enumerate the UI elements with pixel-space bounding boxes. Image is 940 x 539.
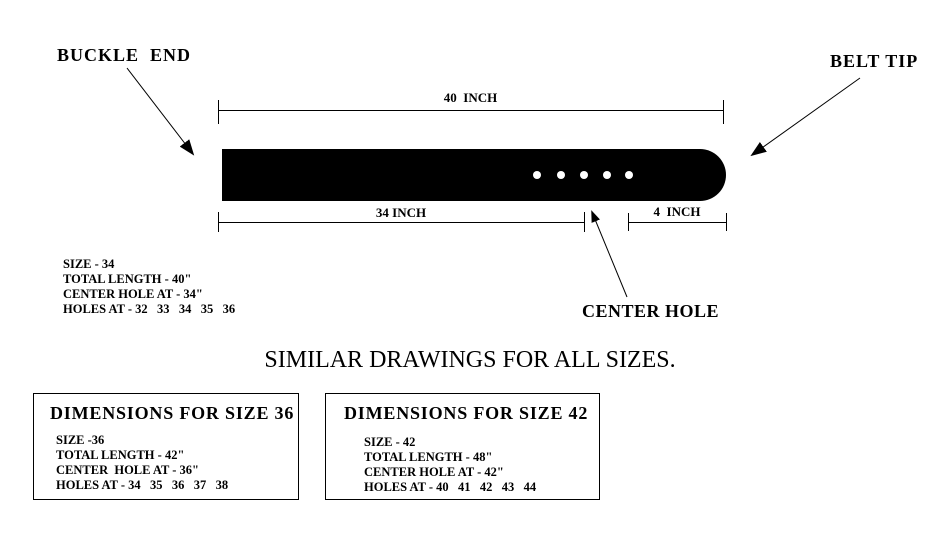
spec-line-total-length: TOTAL LENGTH - 40" bbox=[63, 272, 192, 286]
spec-line-center-hole: CENTER HOLE AT - 34" bbox=[63, 287, 203, 301]
belt-hole bbox=[533, 171, 541, 179]
spec-line-center-hole: CENTER HOLE AT - 42" bbox=[364, 465, 504, 479]
belt-tip-arrow bbox=[752, 78, 860, 155]
belt-hole bbox=[603, 171, 611, 179]
buckle-end-label: BUCKLE END bbox=[57, 45, 192, 65]
similar-drawings-note: SIMILAR DRAWINGS FOR ALL SIZES. bbox=[264, 347, 676, 373]
buckle-end-arrow bbox=[127, 68, 193, 154]
spec-line-center-hole: CENTER HOLE AT - 36" bbox=[56, 463, 199, 477]
belt-tip-label: BELT TIP bbox=[830, 51, 919, 71]
dimension-label-34-inch: 34 INCH bbox=[375, 205, 427, 220]
dimensions-box-size-42 bbox=[325, 393, 600, 500]
dimension-label-total-length: 40 INCH bbox=[443, 90, 498, 105]
dimensions-box-title: DIMENSIONS FOR SIZE 36 bbox=[50, 403, 295, 423]
dimensions-box-content bbox=[364, 435, 536, 495]
dimensions-box-content bbox=[56, 433, 228, 493]
spec-line-holes: HOLES AT - 34 35 36 37 38 bbox=[56, 478, 229, 492]
dimension-label-4-inch: 4 INCH bbox=[653, 204, 701, 219]
center-hole-arrow bbox=[592, 212, 627, 297]
spec-line-total-length: TOTAL LENGTH - 42" bbox=[56, 448, 185, 462]
spec-line-size: SIZE -36 bbox=[56, 433, 105, 447]
spec-line-holes: HOLES AT - 40 41 42 43 44 bbox=[364, 480, 537, 494]
spec-line-total-length: TOTAL LENGTH - 48" bbox=[364, 450, 493, 464]
belt-hole bbox=[557, 171, 565, 179]
belt-shape bbox=[222, 149, 726, 201]
belt-hole-center bbox=[580, 171, 588, 179]
center-hole-label: CENTER HOLE bbox=[582, 301, 720, 321]
belt-hole bbox=[625, 171, 633, 179]
size-34-spec-block bbox=[63, 257, 235, 317]
dimensions-box-size-36 bbox=[33, 393, 299, 500]
dimensions-box-title: DIMENSIONS FOR SIZE 42 bbox=[344, 403, 589, 423]
spec-line-holes: HOLES AT - 32 33 34 35 36 bbox=[63, 302, 236, 316]
spec-line-size: SIZE - 34 bbox=[63, 257, 115, 271]
spec-line-size: SIZE - 42 bbox=[364, 435, 416, 449]
